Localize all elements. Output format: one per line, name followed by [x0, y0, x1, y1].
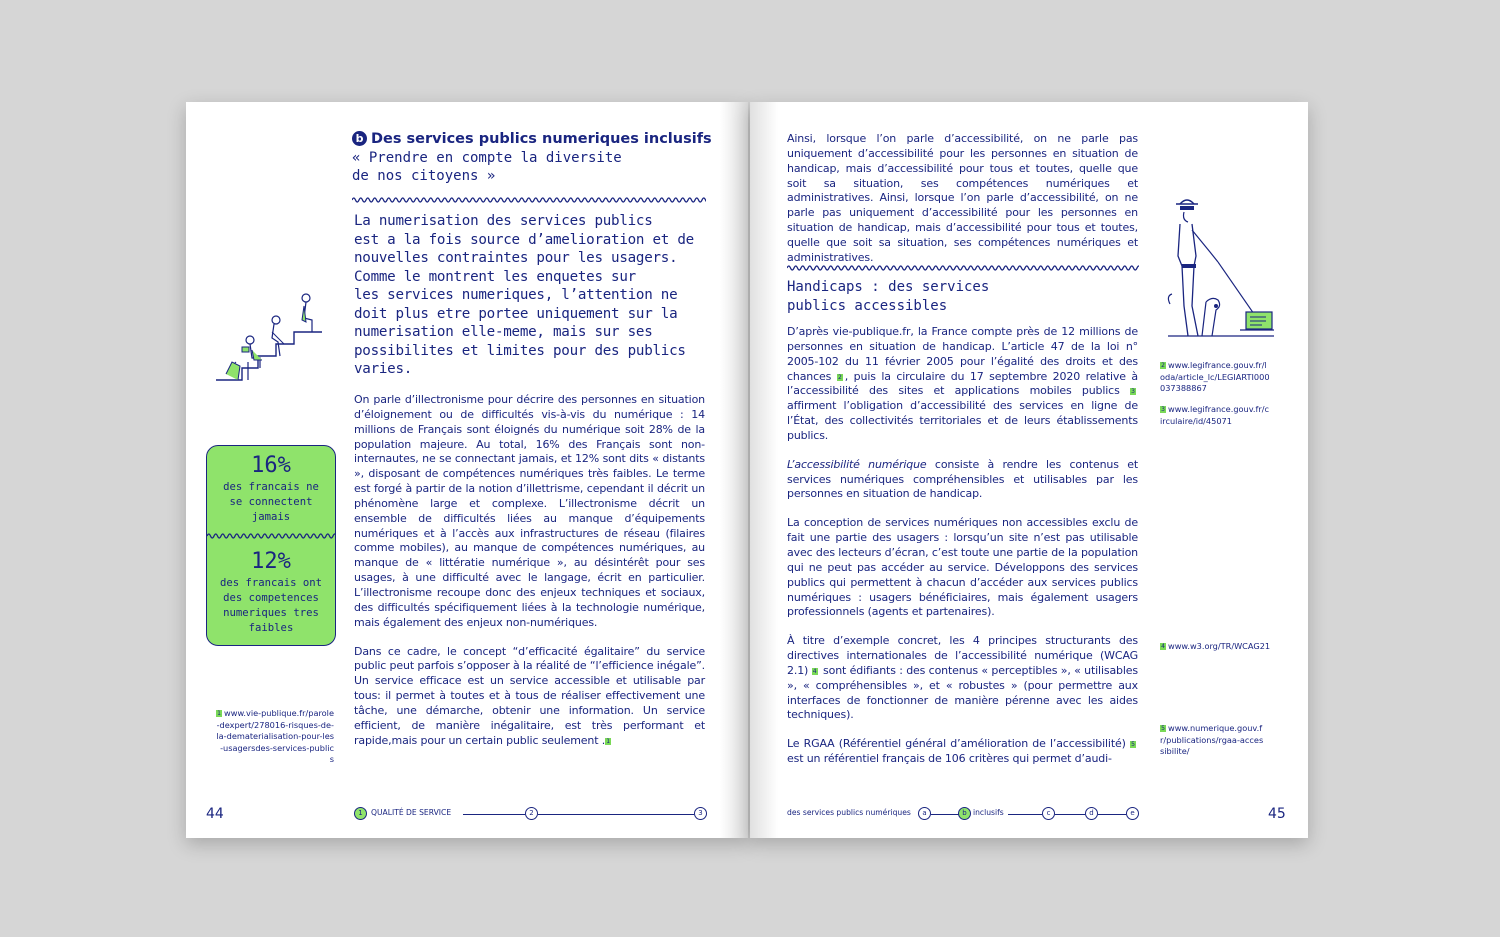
footnote-marker: 3 — [1161, 406, 1165, 413]
footnote-marker: 1 — [217, 710, 221, 717]
gutter-shadow — [720, 102, 748, 838]
stat-label: des francais ne se connectent jamais — [223, 481, 319, 523]
footer-line — [931, 814, 959, 815]
step-indicator[interactable]: 1 — [354, 807, 367, 820]
paragraph-text: D’après vie-publique.fr, la France compte près de 12 millions de personnes en situation de handicap. L’article 47 de la loi n° 2005-102 du 11 février 2005 pour l’égalité des droits et des chances — [787, 325, 1138, 383]
intro-paragraph: Ainsi, lorsque l’on parle d’accessibilité, on ne parle pas uniquement d’accessibilité pour les personnes en situation de handicap, mais d’accessibilité pour tous et toutes, quelle que soit sa situation, ses compétences numériques et administratives. Ainsi, lorsque l’on parle d’accessibilité, on ne parle pas uniquement d’accessibilité pour les personnes en situation de handicap, mais d’accessibilité pour tous et toutes, quelle que soit sa situation, ses compétences numériques et administratives. — [787, 132, 1138, 264]
section-title — [352, 130, 712, 149]
section-heading — [352, 130, 712, 185]
paragraph-text: affirment l’obligation d’accessibilité des services en ligne de l’État, des collectivités territoriales et de leurs établissements publics. — [787, 399, 1138, 442]
footnote — [1160, 404, 1270, 427]
paragraph — [787, 458, 1138, 503]
heading-line: Handicaps : des services — [787, 279, 990, 295]
stat-label: des francais ont des competences numeriques tres faibles — [219, 577, 323, 634]
stats-card — [206, 445, 336, 646]
lead-line: Comme le montrent les enquetes sur — [354, 268, 636, 285]
footer-section-label: inclusifs — [973, 808, 1004, 817]
paragraph — [787, 737, 1138, 767]
footnote-marker: 2 — [837, 373, 842, 381]
paragraph-text: Le RGAA (Référentiel général d’amélioration de l’accessibilité) — [787, 737, 1130, 751]
section-title-text: Des services publics numeriques inclusifs — [371, 131, 712, 147]
stat-value: 16% — [251, 453, 291, 478]
paragraph-text: sont édifiants : des contenus « perceptibles », « utilisables », « compréhensibles », et « robustes » (pour permettre aux interfaces de fonctionner de manière pérenne avec les aides techniques). — [787, 663, 1138, 722]
lead-line: est a la fois source d’amelioration et de — [354, 231, 694, 248]
section-badge: b — [352, 131, 367, 146]
footnote-marker: 4 — [812, 667, 817, 675]
footnote — [216, 708, 334, 766]
lead-line: doit plus etre portee uniquement sur la — [354, 305, 678, 322]
lead-line: possibilites et limites pour des publics — [354, 342, 686, 359]
paragraph-text: est un référentiel français de 106 critères qui permet d’audi- — [787, 752, 1112, 766]
gutter-shadow — [750, 102, 778, 838]
body-text — [354, 393, 705, 762]
footer-line — [1098, 814, 1126, 815]
left-page — [186, 102, 748, 838]
paragraph — [787, 325, 1138, 444]
footer-section-label: des services publics numériques — [787, 808, 911, 817]
step-indicator[interactable]: a — [918, 807, 931, 820]
footnote-marker: 4 — [1161, 643, 1165, 650]
paragraph: On parle d’illectronisme pour décrire des personnes en situation d’éloignement ou de difficultés vis-à-vis du numérique : 14 millions de Français sont éloignés du numérique soit 28% de la population majeure. Au total, 16% des Français sont non-internautes, ne se connectant jamais, et 12% sont dits « distants », disposant de compétences numériques très faibles. Le terme est forgé à partir de la notion d’illettrisme, cependant il décrit un phénomène large et complexe. L’illectronisme décrit un ensemble de difficultés liées au manque d’équipements numériques et à l’accès aux infrastructures de réseau (filaires comme mobiles), au manque de compétences numériques, au manque de « littératie numérique », au désintérêt pour ses usages, à une difficulté avec le langage, écrit en particulier. L’illectronisme recoupe donc des enjeux techniques et sociaux, des difficultés spécifiquement liées à la technologie numérique, mais également des enjeux non-numériques. — [354, 393, 705, 629]
footnote-link[interactable]: www.legifrance.gouv.fr/loda/article_lc/LEGIARTI000037388867 — [1160, 360, 1270, 394]
step-indicator[interactable]: d — [1085, 807, 1098, 820]
paragraph-text: Dans ce cadre, le concept “d’efficacité égalitaire” du service public peut parfois s’opposer à la réalité de “l’efficience inégale”. Un service efficace est un service accessible et utilisable par tous: il permet à toutes et à tous de réaliser effectivement une tâche, une démarche, obtenir une information. Un service efficient, de manière inégalitaire, est très performant et rapide,mais pour un certain public seulement . — [354, 644, 705, 747]
footnote-marker: 3 — [1131, 388, 1135, 396]
footer-line — [463, 814, 525, 815]
footnote-link[interactable]: www.numerique.gouv.fr/publications/rgaa-accessibilite/ — [1160, 723, 1264, 757]
footnote-marker: 5 — [1161, 725, 1165, 732]
paragraph: La conception de services numériques non accessibles exclu de fait une partie des usagers : lorsqu’un site n’est pas utilisable avec des lecteurs d’écran, c’est toute une partie de la population qui ne peut pas accéder au service. Développons des services publics qui permettent à chacun d’accéder aux services publics numériques : usagers bénéficiaires, mais également usagers professionnels (agents et partenaires). — [787, 516, 1138, 619]
step-indicator[interactable]: c — [1042, 807, 1055, 820]
subtitle-line: de nos citoyens » — [352, 168, 496, 184]
wave-divider — [352, 196, 706, 204]
lead-line: les services numeriques, l’attention ne — [354, 287, 678, 303]
lead-line: nouvelles contraintes pour les usagers. — [354, 250, 678, 266]
lead-line: La numerisation des services publics — [354, 213, 653, 229]
man-with-dog-illustration — [1162, 196, 1280, 338]
wave-divider — [787, 264, 1139, 272]
body-text — [787, 325, 1138, 781]
lead-line: numerisation elle-meme, mais sur ses — [354, 324, 653, 340]
footnote-marker: 1 — [606, 737, 610, 745]
step-indicator[interactable]: 3 — [694, 807, 707, 820]
step-indicator[interactable]: e — [1126, 807, 1139, 820]
footnote — [1160, 360, 1270, 395]
paragraph — [787, 634, 1138, 723]
lead-line: varies. — [354, 361, 413, 377]
footer-line — [1055, 814, 1085, 815]
paragraph-text: consiste à rendre les contenus et services numériques compréhensibles et utilisables par les personnes en situation de handicap. — [787, 457, 1138, 501]
step-indicator[interactable]: b — [958, 807, 971, 820]
stairs-people-illustration — [214, 292, 326, 384]
heading-line: publics accessibles — [787, 298, 948, 314]
footnote — [1160, 723, 1264, 758]
right-page — [750, 102, 1308, 838]
section-subtitle — [352, 149, 652, 185]
lead-paragraph — [354, 212, 710, 379]
footnote-link[interactable]: www.w3.org/TR/WCAG21 — [1168, 641, 1271, 651]
footer-line — [538, 814, 694, 815]
page-number: 44 — [206, 806, 224, 822]
section-heading — [787, 278, 989, 316]
paragraph-text: , puis la circulaire du 17 septembre 2020 relative à l’accessibilité des sites et applications mobiles publics — [787, 369, 1139, 398]
footnote-marker: 2 — [1161, 362, 1165, 369]
paragraph — [354, 645, 705, 749]
footer-section-label: QUALITÉ DE SERVICE — [371, 808, 452, 817]
stat-value: 12% — [251, 549, 291, 574]
step-indicator[interactable]: 2 — [525, 807, 538, 820]
footnote-link[interactable]: www.vie-publique.fr/parole-dexpert/278016-risques-de-la-dematerialisation-pour-les-usagersdes-services-publics — [216, 708, 334, 765]
subtitle-line: « Prendre en compte la diversite — [352, 150, 622, 166]
footnote — [1160, 641, 1280, 653]
footnote-marker: 5 — [1131, 741, 1135, 749]
italic-term: L’accessibilité numérique — [787, 457, 927, 471]
paragraph-text: À titre d’exemple concret, les 4 principes structurants des directives internationales de l’accessibilité numérique (WCAG 2.1) — [787, 634, 1138, 677]
footer-line — [1008, 814, 1042, 815]
page-number: 45 — [1268, 806, 1286, 822]
stat-divider-wave — [207, 532, 335, 540]
footnote-link[interactable]: www.legifrance.gouv.fr/circulaire/id/45071 — [1160, 404, 1270, 426]
